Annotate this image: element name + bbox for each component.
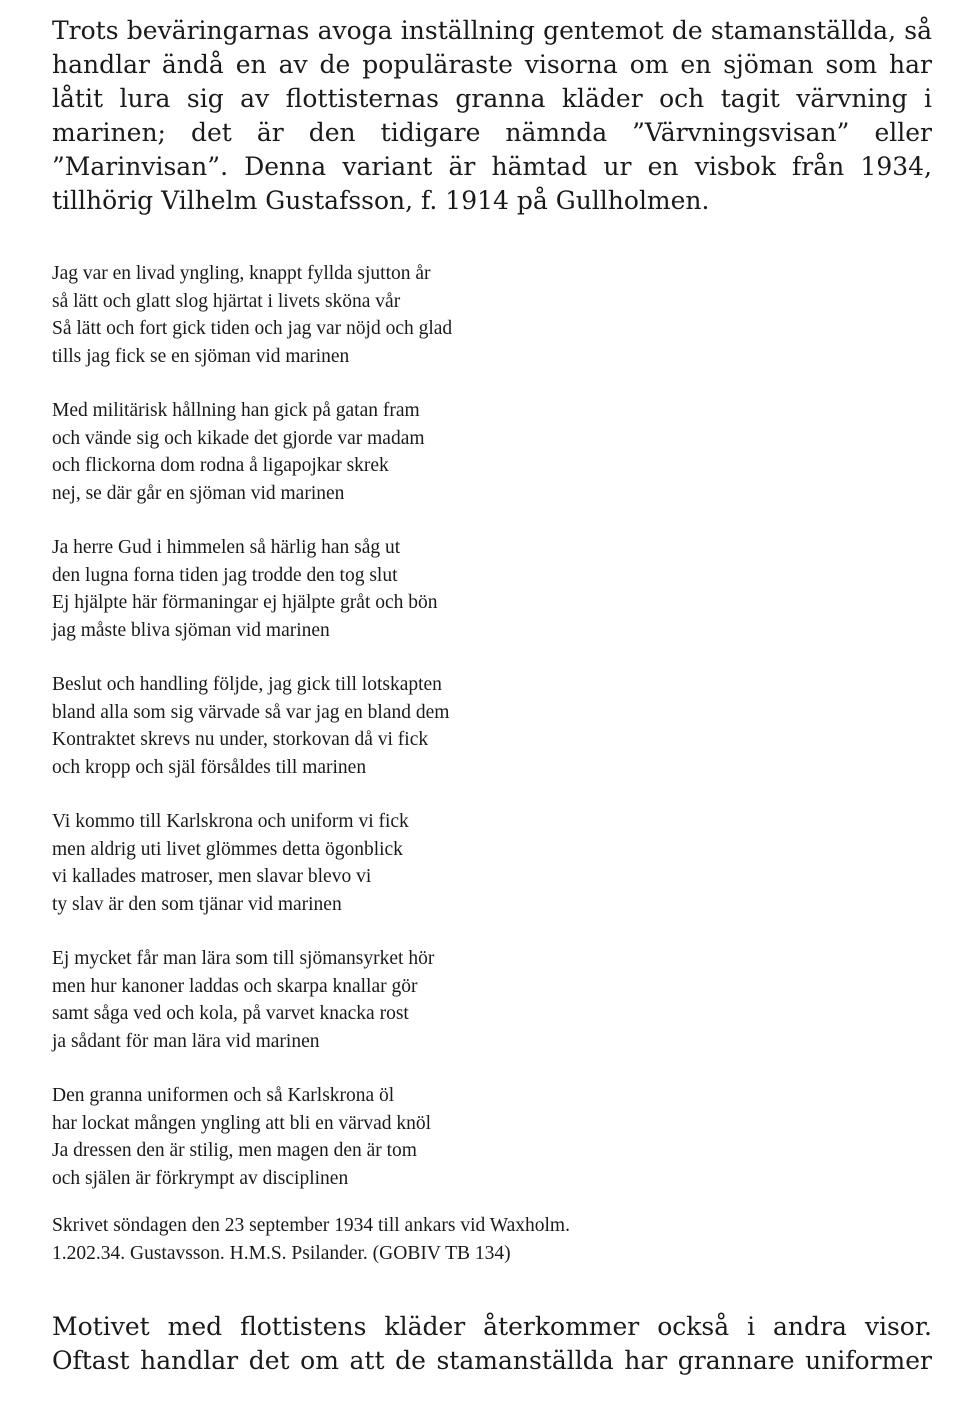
verse-line: Vi kommo till Karlskrona och uniform vi fick — [52, 811, 409, 832]
verse-line: Ej mycket får man lära som till sjömansyrket hör — [52, 948, 435, 969]
source-note — [52, 1212, 852, 1267]
verse-line: Ja herre Gud i himmelen så härlig han såg ut — [52, 537, 401, 558]
verse-line: men hur kanoner laddas och skarpa knallar gör — [52, 975, 418, 997]
verse-line: jag måste bliva sjöman vid marinen — [52, 619, 330, 641]
verse-line: och kropp och själ försåldes till marinen — [52, 756, 367, 778]
intro-line: Trots beväringarnas avoga inställning gentemot de stamanställda, så — [52, 16, 932, 45]
closing-line: Motivet med flottistens kläder återkommer också i andra visor. — [52, 1312, 932, 1341]
intro-line: marinen; det är den tidigare nämnda ”Värvningsvisan” eller — [52, 118, 932, 147]
verse-line: bland alla som sig värvade så var jag en bland dem — [52, 701, 450, 723]
closing-line: Oftast handlar det om att de stamanställda har grannare uniformer — [52, 1346, 932, 1375]
verse-line: Så lätt och fort gick tiden och jag var nöjd och glad — [52, 318, 453, 339]
closing-paragraph — [52, 1310, 932, 1378]
verse-line: tills jag fick se en sjöman vid marinen — [52, 345, 350, 367]
intro-paragraph — [52, 14, 932, 218]
intro-line: handlar ändå en av de populäraste visorna om en sjöman som har — [52, 50, 932, 79]
verse-line: Med militärisk hållning han gick på gatan fram — [52, 400, 420, 421]
verse-line: samt såga ved och kola, på varvet knacka rost — [52, 1003, 409, 1024]
stanza-4 — [52, 671, 752, 781]
source-note-line: 1.202.34. Gustavsson. H.M.S. Psilander. (GOBIV TB 134) — [52, 1242, 511, 1264]
verse-line: och vände sig och kikade det gjorde var madam — [52, 427, 425, 449]
verse-line: och själen är förkrympt av disciplinen — [52, 1167, 349, 1189]
stanza-3 — [52, 534, 752, 644]
stanza-2 — [52, 397, 752, 507]
song-lyrics — [52, 260, 752, 1219]
verse-line: och flickorna dom rodna å ligapojkar skrek — [52, 455, 389, 476]
verse-line: Ej hjälpte här förmaningar ej hjälpte gråt och bön — [52, 592, 438, 613]
verse-line: Beslut och handling följde, jag gick till lotskapten — [52, 674, 442, 695]
verse-line: Jag var en livad yngling, knappt fyllda sjutton år — [52, 263, 431, 284]
verse-line: den lugna forna tiden jag trodde den tog slut — [52, 564, 398, 586]
verse-line: men aldrig uti livet glömmes detta ögonblick — [52, 838, 403, 860]
verse-line: Den granna uniformen och så Karlskrona öl — [52, 1085, 395, 1106]
stanza-6 — [52, 945, 752, 1055]
stanza-7 — [52, 1082, 752, 1192]
verse-line: Ja dressen den är stilig, men magen den är tom — [52, 1140, 417, 1161]
verse-line: ja sådant för man lära vid marinen — [52, 1030, 320, 1052]
stanza-1 — [52, 260, 752, 370]
intro-line: låtit lura sig av flottisternas granna kläder och tagit värvning i — [52, 84, 932, 113]
verse-line: har lockat mången yngling att bli en värvad knöl — [52, 1112, 432, 1134]
stanza-5 — [52, 808, 752, 918]
verse-line: Kontraktet skrevs nu under, storkovan då vi fick — [52, 729, 429, 750]
intro-line: ”Marinvisan”. Denna variant är hämtad ur en visbok från 1934, — [52, 152, 932, 181]
verse-line: så lätt och glatt slog hjärtat i livets sköna vår — [52, 290, 401, 312]
source-note-line: Skrivet söndagen den 23 september 1934 till ankars vid Waxholm. — [52, 1215, 570, 1236]
verse-line: ty slav är den som tjänar vid marinen — [52, 893, 342, 915]
verse-line: vi kallades matroser, men slavar blevo vi — [52, 866, 372, 887]
verse-line: nej, se där går en sjöman vid marinen — [52, 482, 345, 504]
intro-line: tillhörig Vilhelm Gustafsson, f. 1914 på Gullholmen. — [52, 186, 710, 215]
